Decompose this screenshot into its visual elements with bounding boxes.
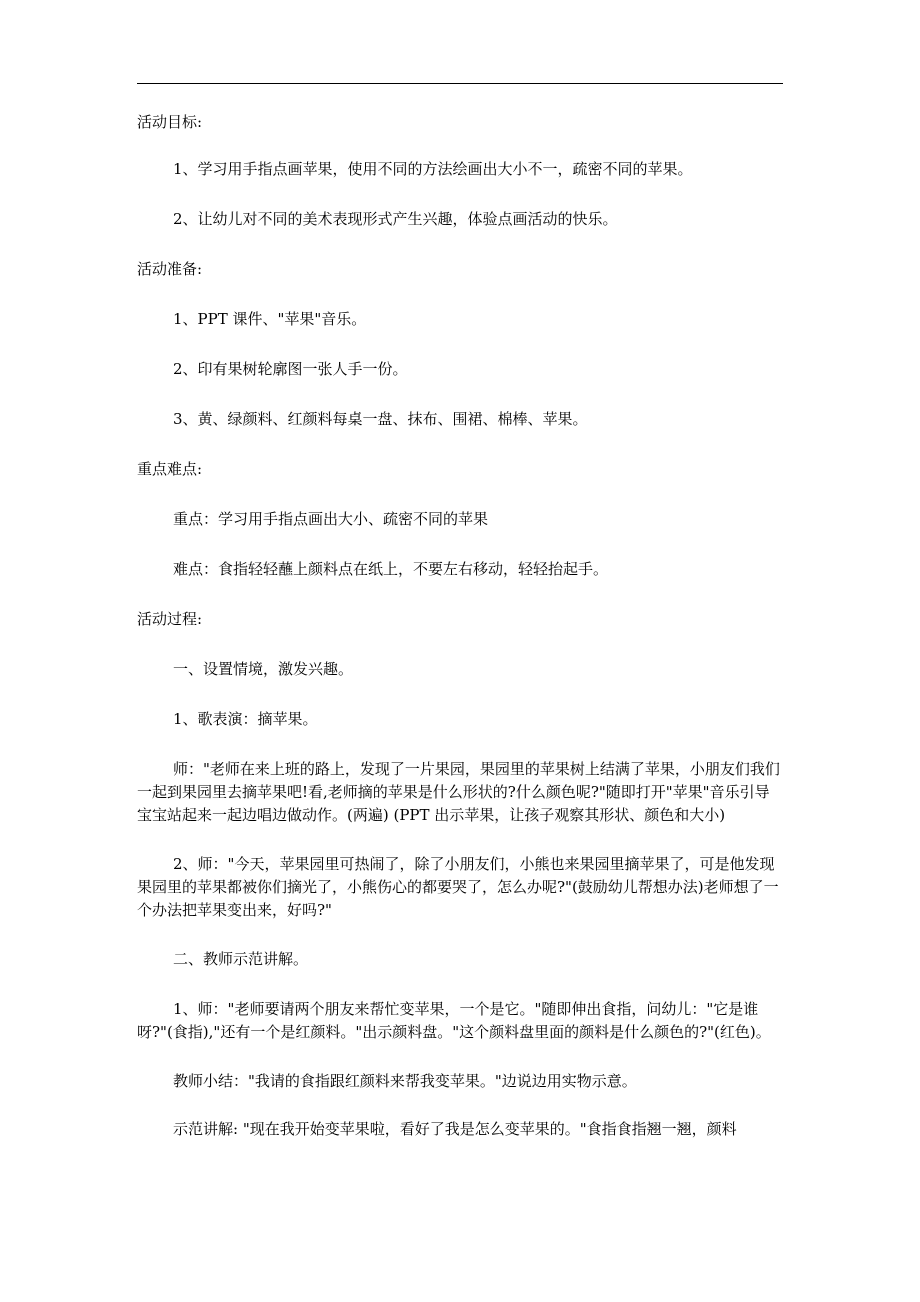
focus-key-point: 重点：学习用手指点画出大小、疏密不同的苹果 [173,510,489,528]
process-step-2-dialogue-1: 1、师："老师要请两个朋友来帮忙变苹果，一个是它。"随即伸出食指，问幼儿："它是谁呀?"(食指),"还有一个是红颜料。"出示颜料盘。"这个颜料盘里面的颜料是什么颜色的?"(红色)。 [137,1000,771,1041]
header-rule [137,83,783,84]
preparation-item-1: 1、PPT 课件、"苹果"音乐。 [173,310,367,328]
focus-difficulty: 难点：食指轻轻蘸上颜料点在纸上，不要左右移动，轻轻抬起手。 [173,560,609,578]
process-step-2-demo: 示范讲解: "现在我开始变苹果啦，看好了我是怎么变苹果的。"食指食指翘一翘，颜料 [173,1120,737,1138]
process-step-1-subitem-1: 1、歌表演：摘苹果。 [173,710,318,728]
section-heading-goals: 活动目标: [137,113,203,131]
process-step-2-summary: 教师小结："我请的食指跟红颜料来帮我变苹果。"边说边用实物示意。 [173,1072,637,1090]
section-heading-focus: 重点难点: [137,460,203,478]
section-heading-preparation: 活动准备: [137,260,203,278]
process-step-2-title: 二、教师示范讲解。 [173,950,309,968]
goal-item-1: 1、学习用手指点画苹果，使用不同的方法绘画出大小不一，疏密不同的苹果。 [173,160,693,178]
preparation-item-2: 2、印有果树轮廓图一张人手一份。 [173,360,408,378]
process-step-1-title: 一、设置情境，激发兴趣。 [173,660,354,678]
preparation-item-3: 3、黄、绿颜料、红颜料每桌一盘、抹布、围裙、棉棒、苹果。 [173,410,588,428]
goal-item-2: 2、让幼儿对不同的美术表现形式产生兴趣，体验点画活动的快乐。 [173,210,618,228]
section-heading-process: 活动过程: [137,610,203,628]
process-step-1-dialogue-1: 师："老师在来上班的路上，发现了一片果园，果园里的苹果树上结满了苹果，小朋友们我们一起到果园里去摘苹果吧!看,老师摘的苹果是什么形状的?什么颜色呢?"随即打开"苹果"音乐引导宝宝站起来一起边唱边做动作。(两遍) (PPT 出示苹果，让孩子观察其形状、颜色和大小) [137,760,780,824]
document-body [137,111,783,1141]
process-step-1-dialogue-2: 2、师："今天，苹果园里可热闹了，除了小朋友们，小熊也来果园里摘苹果了，可是他发现果园里的苹果都被你们摘光了，小熊伤心的都要哭了，怎么办呢?"(鼓励幼儿帮想办法)老师想了一个办法把苹果变出来，好吗?" [137,855,779,919]
